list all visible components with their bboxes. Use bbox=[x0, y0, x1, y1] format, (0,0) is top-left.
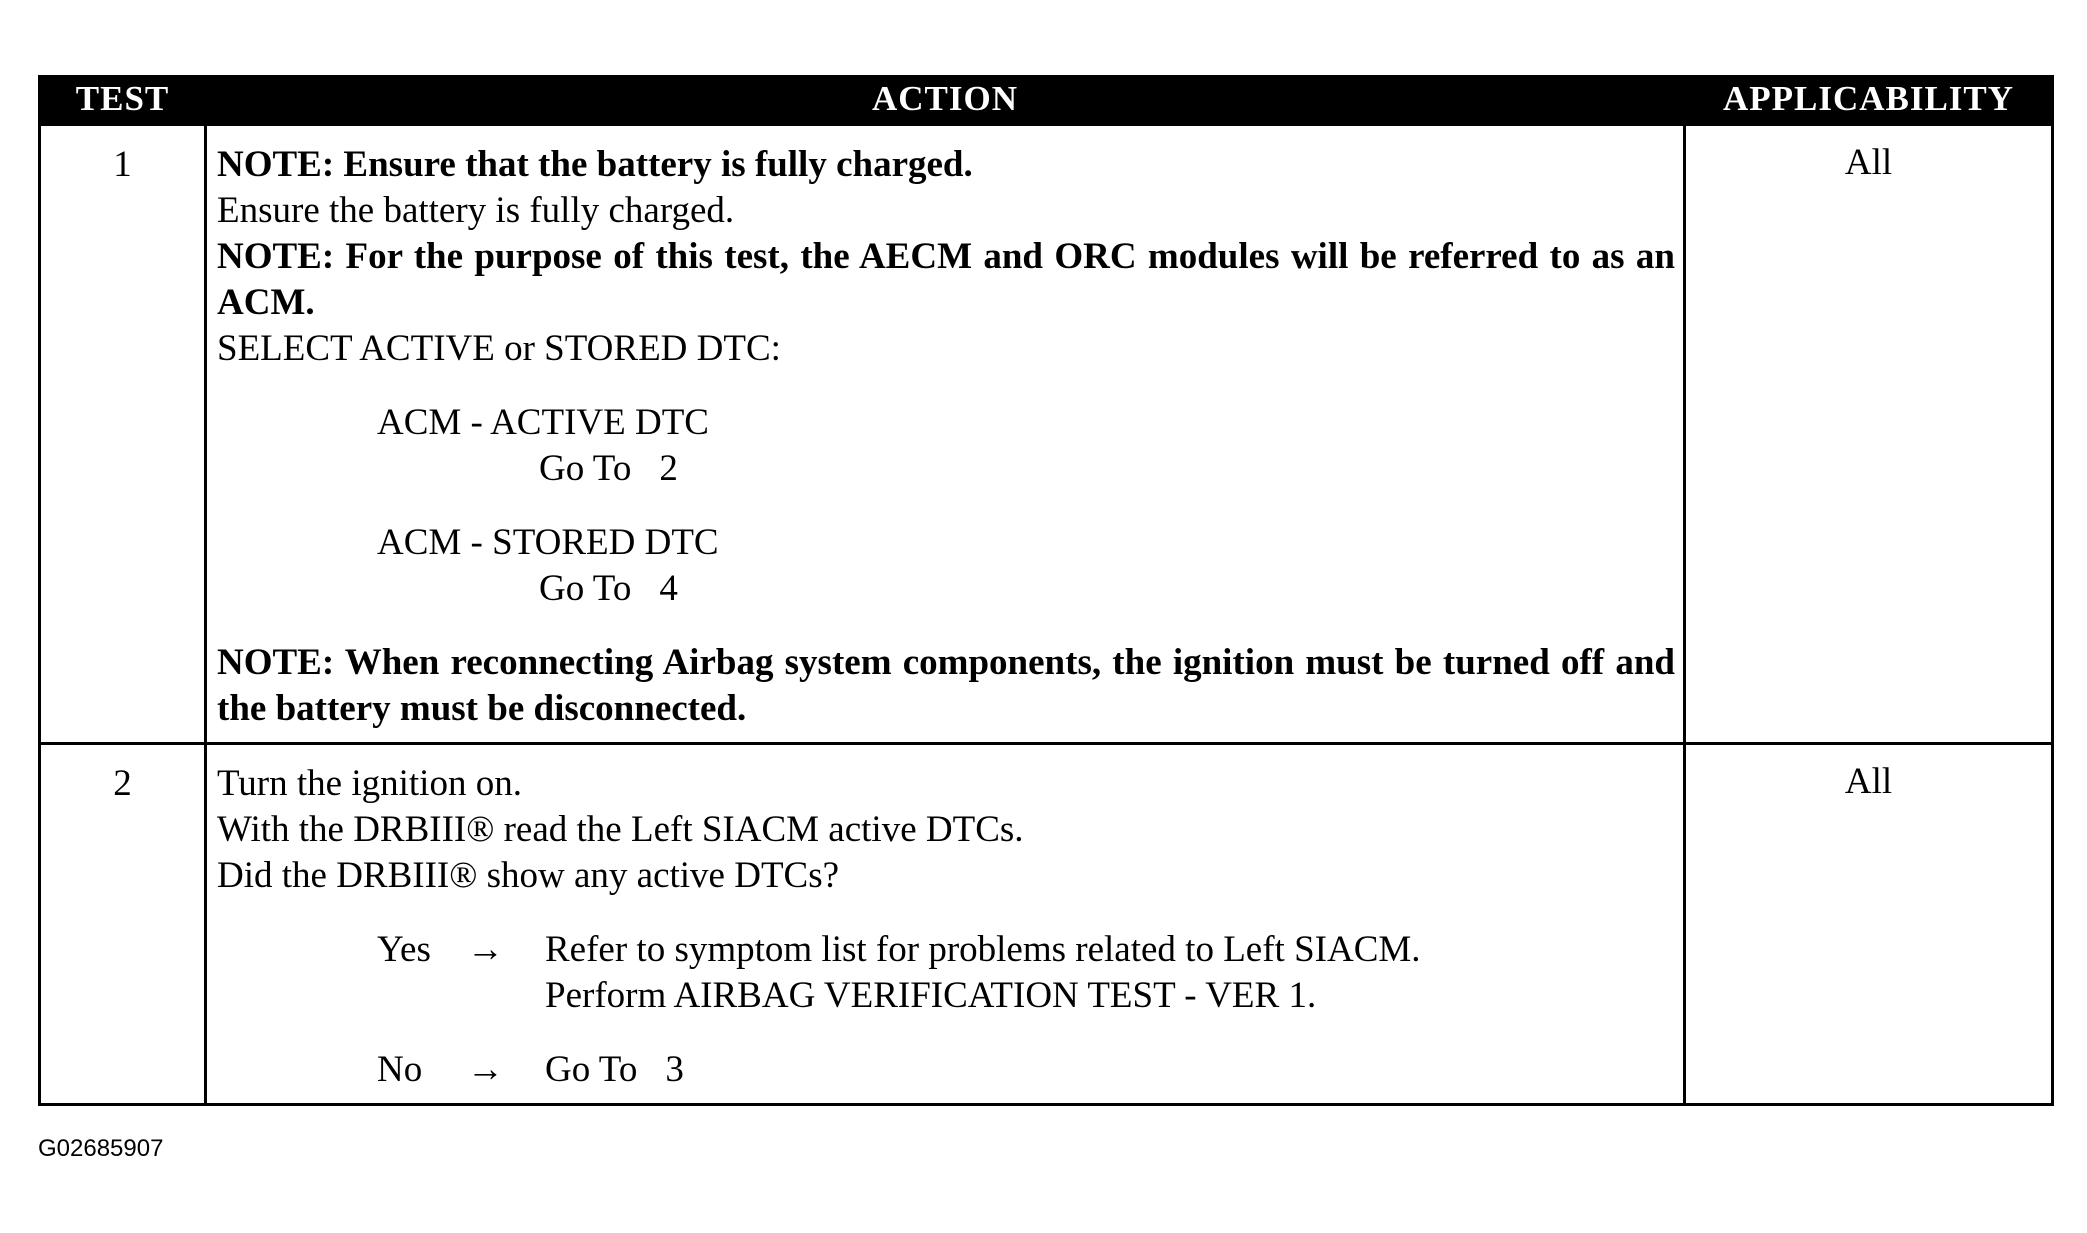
question-active-dtcs: Did the DRBIII® show any active DTCs? bbox=[217, 855, 840, 896]
answer-text-line-2: Perform AIRBAG VERIFICATION TEST - VER 1. bbox=[545, 975, 1317, 1016]
test-cell bbox=[40, 125, 206, 744]
test-number: 1 bbox=[113, 144, 132, 185]
applicability-value: All bbox=[1844, 142, 1893, 183]
goto-number: 2 bbox=[659, 448, 678, 489]
goto-text: Go To bbox=[545, 1049, 638, 1090]
header-applicability: APPLICABILITY bbox=[1685, 75, 2053, 125]
diagnostic-test-table bbox=[38, 75, 2054, 1106]
goto-instruction bbox=[377, 566, 1675, 612]
answer-text bbox=[545, 1047, 1675, 1093]
applicability-value: All bbox=[1844, 761, 1893, 802]
table-header-row bbox=[40, 75, 2053, 125]
answer-key: Yes bbox=[377, 929, 431, 970]
instruction-read-dtcs: With the DRBIII® read the Left SIACM active DTCs. bbox=[217, 809, 1024, 850]
test-number: 2 bbox=[113, 763, 132, 804]
action-cell bbox=[206, 744, 1685, 1105]
goto-text: Go To bbox=[539, 568, 632, 609]
goto-number: 3 bbox=[665, 1049, 684, 1090]
answer-yes bbox=[217, 927, 1675, 1019]
answer-no bbox=[217, 1047, 1675, 1093]
applicability-cell bbox=[1685, 125, 2053, 744]
goto-text: Go To bbox=[539, 448, 632, 489]
applicability-cell bbox=[1685, 744, 2053, 1105]
answer-text bbox=[545, 927, 1675, 1019]
answer-key: No bbox=[377, 1049, 423, 1090]
header-test: TEST bbox=[40, 75, 206, 125]
option-active-dtc bbox=[217, 400, 1675, 492]
option-label: ACM - ACTIVE DTC bbox=[377, 402, 709, 443]
table-row-test-1 bbox=[40, 125, 2053, 744]
table-row-test-2 bbox=[40, 744, 2053, 1105]
note-reconnecting-airbag: NOTE: When reconnecting Airbag system components, the ignition must be turned off and the battery must be disconnected. bbox=[217, 642, 1675, 729]
right-arrow-icon: → bbox=[467, 1049, 504, 1090]
goto-instruction bbox=[377, 446, 1675, 492]
instruction-battery: Ensure the battery is fully charged. bbox=[217, 190, 735, 231]
instruction-select-dtc: SELECT ACTIVE or STORED DTC: bbox=[217, 328, 781, 369]
header-action: ACTION bbox=[206, 75, 1685, 125]
option-stored-dtc bbox=[217, 520, 1675, 612]
test-cell bbox=[40, 744, 206, 1105]
right-arrow-icon: → bbox=[467, 929, 504, 970]
action-content bbox=[207, 126, 1683, 742]
note-battery: NOTE: Ensure that the battery is fully charged. bbox=[217, 144, 973, 185]
action-content bbox=[207, 745, 1683, 1103]
option-label: ACM - STORED DTC bbox=[377, 522, 719, 563]
instruction-ignition-on: Turn the ignition on. bbox=[217, 763, 522, 804]
note-acm-definition: NOTE: For the purpose of this test, the AECM and ORC modules will be referred to as an ACM. bbox=[217, 236, 1675, 323]
figure-id: G02685907 bbox=[38, 1135, 164, 1162]
action-cell bbox=[206, 125, 1685, 744]
answer-text-line-1: Refer to symptom list for problems related to Left SIACM. bbox=[545, 929, 1421, 970]
goto-number: 4 bbox=[659, 568, 678, 609]
